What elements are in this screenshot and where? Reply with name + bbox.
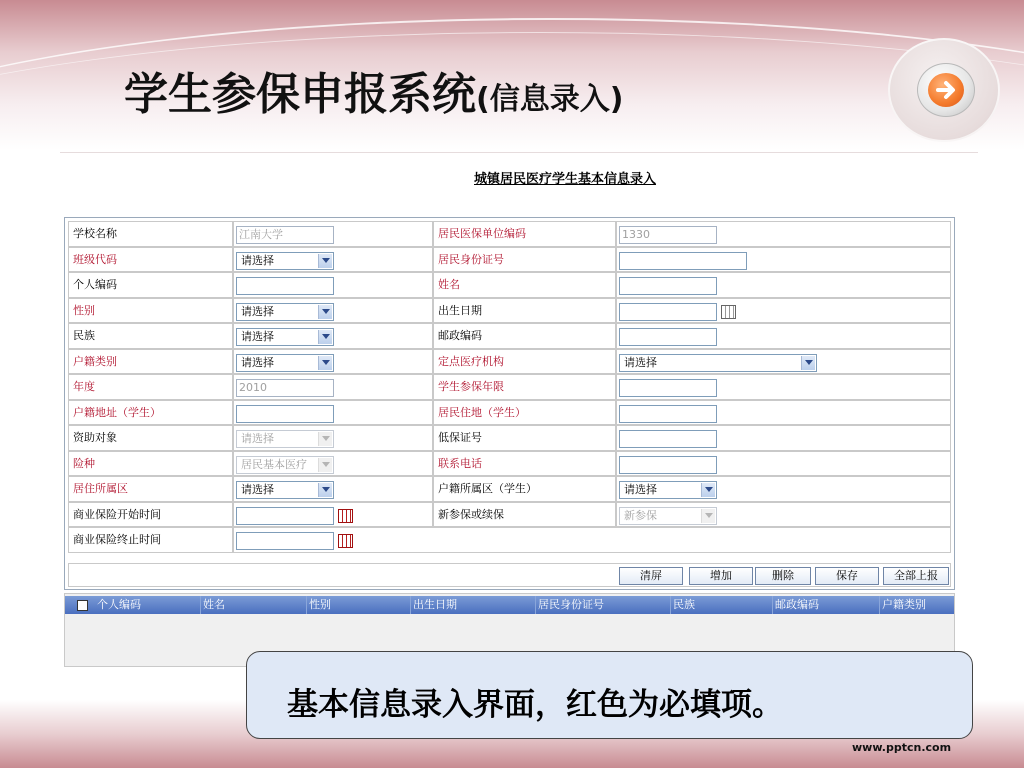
field-cell (233, 527, 951, 553)
column-header[interactable]: 姓名 (201, 596, 307, 614)
submit-all-button[interactable]: 全部上报 (883, 567, 949, 585)
household-address-input[interactable] (236, 405, 334, 423)
student-info-form (64, 217, 955, 590)
form-row (68, 502, 951, 528)
field-label-required: 班级代码 (68, 247, 233, 273)
field-cell (616, 502, 951, 528)
form-row (68, 400, 951, 426)
form-row (68, 221, 951, 247)
field-cell (233, 400, 433, 426)
next-slide-button[interactable] (917, 63, 975, 117)
field-label: 学校名称 (68, 221, 233, 247)
field-label-required: 居民身份证号 (433, 247, 616, 273)
household-type-select[interactable] (236, 354, 334, 372)
field-cell (616, 451, 951, 477)
form-row (68, 349, 951, 375)
dropdown-arrow-icon[interactable] (701, 483, 715, 497)
ethnicity-select[interactable] (236, 328, 334, 346)
designated-hospital-select[interactable] (619, 354, 817, 372)
id-number-input[interactable] (619, 252, 747, 270)
field-cell (233, 221, 433, 247)
field-label: 户籍所属区（学生） (433, 476, 616, 502)
unit-code-input[interactable]: 1330 (619, 226, 717, 244)
field-cell (616, 221, 951, 247)
field-label-required: 学生参保年限 (433, 374, 616, 400)
grid-header (65, 596, 954, 614)
residence-input[interactable] (619, 405, 717, 423)
field-label: 低保证号 (433, 425, 616, 451)
field-label: 新参保或续保 (433, 502, 616, 528)
calendar-icon[interactable] (721, 305, 736, 319)
subsistence-number-input[interactable] (619, 430, 717, 448)
field-cell (616, 400, 951, 426)
divider (60, 152, 978, 153)
field-label-required: 年度 (68, 374, 233, 400)
form-row (68, 425, 951, 451)
gender-select[interactable] (236, 303, 334, 321)
column-header[interactable]: 个人编码 (95, 596, 201, 614)
footer-url: www.pptcn.com (852, 741, 952, 754)
form-row (68, 476, 951, 502)
field-cell (233, 451, 433, 477)
save-button[interactable]: 保存 (815, 567, 879, 585)
field-cell (233, 323, 433, 349)
slide-title-main: 学生参保申报系统 (124, 69, 476, 120)
field-label: 商业保险终止时间 (68, 527, 233, 553)
select-value: 请选择 (241, 330, 274, 343)
field-label-required: 居住所属区 (68, 476, 233, 502)
name-input[interactable] (619, 277, 717, 295)
arrow-right-icon (926, 71, 966, 109)
field-cell (616, 247, 951, 273)
field-label-required: 性别 (68, 298, 233, 324)
postal-code-input[interactable] (619, 328, 717, 346)
slide-title (124, 58, 623, 122)
insurance-years-input[interactable] (619, 379, 717, 397)
dropdown-arrow-icon[interactable] (318, 330, 332, 344)
field-label: 个人编码 (68, 272, 233, 298)
residence-district-select[interactable] (236, 481, 334, 499)
field-cell (233, 476, 433, 502)
field-label-required: 联系电话 (433, 451, 616, 477)
field-cell (233, 425, 433, 451)
select-value: 请选择 (241, 432, 274, 445)
field-label: 出生日期 (433, 298, 616, 324)
field-cell (233, 272, 433, 298)
callout-box (246, 651, 973, 739)
select-value: 请选择 (241, 253, 274, 267)
field-cell (616, 425, 951, 451)
field-label-required: 户籍地址（学生） (68, 400, 233, 426)
household-district-select[interactable] (619, 481, 717, 499)
delete-button[interactable]: 删除 (755, 567, 811, 585)
dropdown-arrow-icon[interactable] (318, 305, 332, 319)
form-title: 城镇居民医疗学生基本信息录入 (474, 172, 657, 187)
select-value: 请选择 (624, 355, 657, 369)
dropdown-arrow-icon[interactable] (701, 509, 715, 523)
insurance-type-select[interactable] (236, 456, 334, 474)
field-label-required: 定点医疗机构 (433, 349, 616, 375)
dropdown-arrow-icon[interactable] (318, 356, 332, 370)
form-row (68, 272, 951, 298)
calendar-icon[interactable] (338, 509, 353, 523)
dropdown-arrow-icon[interactable] (318, 483, 332, 497)
action-bar (68, 563, 951, 587)
commercial-insurance-start-input[interactable] (236, 507, 334, 525)
commercial-insurance-end-input[interactable] (236, 532, 334, 550)
personal-code-input[interactable] (236, 277, 334, 295)
column-header[interactable]: 出生日期 (411, 596, 536, 614)
birth-date-input[interactable] (619, 303, 717, 321)
aid-target-select[interactable] (236, 430, 334, 448)
column-header[interactable]: 邮政编码 (773, 596, 880, 614)
column-header[interactable]: 居民身份证号 (536, 596, 671, 614)
field-label: 资助对象 (68, 425, 233, 451)
field-label: 商业保险开始时间 (68, 502, 233, 528)
callout-text: 基本信息录入界面，红色为必填项。 (287, 687, 783, 723)
select-value: 请选择 (624, 483, 657, 496)
field-label-required: 居民住地（学生） (433, 400, 616, 426)
school-name-input[interactable]: 江南大学 (236, 226, 334, 244)
field-label-required: 姓名 (433, 272, 616, 298)
clear-button[interactable]: 清屏 (619, 567, 683, 585)
field-cell (233, 247, 433, 273)
form-row (68, 298, 951, 324)
form-row (68, 527, 951, 553)
field-label-required: 户籍类别 (68, 349, 233, 375)
field-label: 民族 (68, 323, 233, 349)
field-cell (616, 374, 951, 400)
select-value: 新参保 (624, 508, 657, 522)
field-label: 邮政编码 (433, 323, 616, 349)
year-input[interactable]: 2010 (236, 379, 334, 397)
dropdown-arrow-icon[interactable] (318, 254, 332, 268)
field-cell (616, 476, 951, 502)
add-button[interactable]: 增加 (689, 567, 753, 585)
phone-input[interactable] (619, 456, 717, 474)
select-value: 请选择 (241, 304, 274, 318)
form-row (68, 374, 951, 400)
field-label-required: 险种 (68, 451, 233, 477)
field-cell (233, 298, 433, 324)
field-label-required: 居民医保单位编码 (433, 221, 616, 247)
dropdown-arrow-icon[interactable] (801, 356, 815, 370)
field-cell (616, 272, 951, 298)
field-cell (616, 323, 951, 349)
select-value: 居民基本医疗 (241, 457, 307, 471)
column-header[interactable]: 性别 (307, 596, 411, 614)
field-cell (616, 349, 951, 375)
field-cell (233, 502, 433, 528)
form-row (68, 451, 951, 477)
column-header[interactable]: 民族 (671, 596, 773, 614)
dropdown-arrow-icon[interactable] (318, 432, 332, 446)
column-header[interactable]: 户籍类别 (882, 598, 926, 611)
field-cell (233, 374, 433, 400)
new-or-renew-select[interactable] (619, 507, 717, 525)
select-value: 请选择 (241, 355, 274, 369)
form-row (68, 323, 951, 349)
field-cell (233, 349, 433, 375)
form-row (68, 247, 951, 273)
calendar-icon[interactable] (338, 534, 353, 548)
class-code-select[interactable] (236, 252, 334, 270)
select-all-checkbox[interactable] (77, 600, 88, 611)
dropdown-arrow-icon[interactable] (318, 458, 332, 472)
select-value: 请选择 (241, 483, 274, 496)
field-cell (616, 298, 951, 324)
slide-title-sub: (信息录入) (476, 82, 624, 117)
